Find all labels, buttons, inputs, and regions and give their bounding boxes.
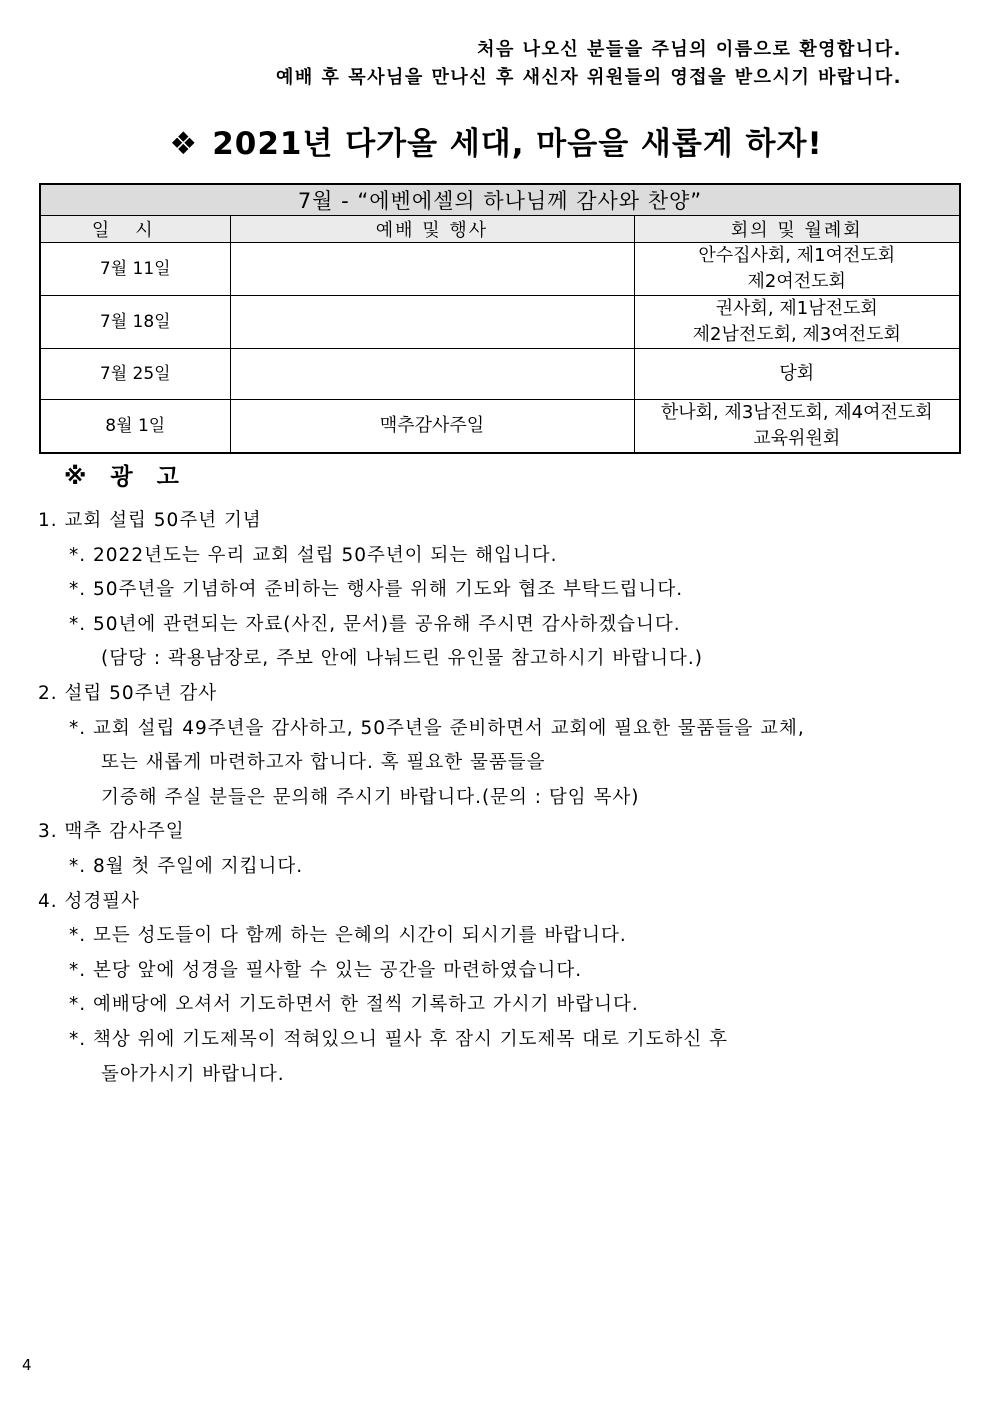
- table-row: [40, 400, 960, 454]
- row-meeting: [634, 243, 960, 296]
- column-header-date: 일시: [40, 216, 230, 243]
- row-event: 맥추감사주일: [230, 400, 634, 454]
- schedule-table: [39, 183, 961, 454]
- table-row: [40, 243, 960, 296]
- row-event: [230, 349, 634, 400]
- row-event: [230, 243, 634, 296]
- table-row: [40, 296, 960, 349]
- meeting-line: 제2여전도회: [747, 271, 846, 292]
- announcement-line: *. 책상 위에 기도제목이 적혀있으니 필사 후 잠시 기도제목 대로 기도하신 후: [69, 1028, 728, 1050]
- announcement-line: 또는 새롭게 마련하고자 합니다. 혹 필요한 물품들을: [101, 752, 546, 774]
- diamond-bullet-icon: ❖: [169, 126, 199, 162]
- row-date: 7월 18일: [40, 296, 230, 349]
- announcement-heading: 2. 설립 50주년 감사: [38, 682, 218, 704]
- headline-text: 2021년 다가올 세대, 마음을 새롭게 하자!: [212, 126, 823, 162]
- row-meeting: [634, 296, 960, 349]
- column-header-event: 예배 및 행사: [230, 216, 634, 243]
- meeting-line: 당회: [779, 363, 815, 384]
- page-headline: [0, 118, 992, 163]
- announcement-heading: 4. 성경필사: [38, 890, 141, 912]
- meeting-line: 안수집사회, 제1여전도회: [698, 245, 896, 266]
- announcement-line: *. 8월 첫 주일에 지킵니다.: [69, 855, 304, 877]
- meeting-line: 권사회, 제1남전도회: [715, 298, 878, 319]
- column-header-meeting: 회의 및 월례회: [634, 216, 960, 243]
- meeting-line: 제2남전도회, 제3여전도회: [692, 324, 901, 345]
- announcement-line: *. 2022년도는 우리 교회 설립 50주년이 되는 해입니다.: [69, 544, 558, 566]
- announcement-heading: 3. 맥추 감사주일: [38, 821, 185, 843]
- welcome-message: [276, 36, 902, 92]
- meeting-line: 교육위원회: [753, 428, 841, 449]
- announcement-line: *. 예배당에 오셔서 기도하면서 한 절씩 기록하고 가시기 바랍니다.: [69, 994, 639, 1016]
- announcement-heading: 1. 교회 설립 50주년 기념: [38, 510, 262, 531]
- row-date: 7월 25일: [40, 349, 230, 400]
- meeting-line: 한나회, 제3남전도회, 제4여전도회: [660, 402, 933, 423]
- announcement-line: *. 본당 앞에 성경을 필사할 수 있는 공간을 마련하였습니다.: [69, 959, 583, 981]
- welcome-line-1: 처음 나오신 분들을 주님의 이름으로 환영합니다.: [477, 39, 902, 60]
- announcement-line: *. 50년에 관련되는 자료(사진, 문서)를 공유해 주시면 감사하겠습니다.: [69, 613, 681, 635]
- announcements-title: ※ 광 고: [64, 464, 187, 490]
- page-number: 4: [22, 1356, 32, 1374]
- schedule-title: 7월 - “에벤에셀의 하나님께 감사와 찬양”: [40, 184, 960, 216]
- row-meeting: [634, 400, 960, 454]
- announcement-line: *. 교회 설립 49주년을 감사하고, 50주년을 준비하면서 교회에 필요한 물품들을 교체,: [69, 717, 805, 739]
- row-date: 7월 11일: [40, 243, 230, 296]
- welcome-line-2: 예배 후 목사님을 만나신 후 새신자 위원들의 영접을 받으시기 바랍니다.: [276, 67, 902, 88]
- announcement-line: 돌아가시기 바랍니다.: [101, 1063, 285, 1085]
- announcement-line: *. 모든 성도들이 다 함께 하는 은혜의 시간이 되시기를 바랍니다.: [69, 925, 627, 947]
- row-date: 8월 1일: [40, 400, 230, 454]
- announcement-line: 기증해 주실 분들은 문의해 주시기 바랍니다.(문의 : 담임 목사): [101, 786, 640, 808]
- row-event: [230, 296, 634, 349]
- announcements-list: [38, 504, 958, 1092]
- table-row: [40, 349, 960, 400]
- row-meeting: [634, 349, 960, 400]
- announcement-line: *. 50주년을 기념하여 준비하는 행사를 위해 기도와 협조 부탁드립니다.: [69, 579, 684, 601]
- announcement-line: (담당 : 곽용남장로, 주보 안에 나눠드린 유인물 참고하시기 바랍니다.): [101, 648, 703, 670]
